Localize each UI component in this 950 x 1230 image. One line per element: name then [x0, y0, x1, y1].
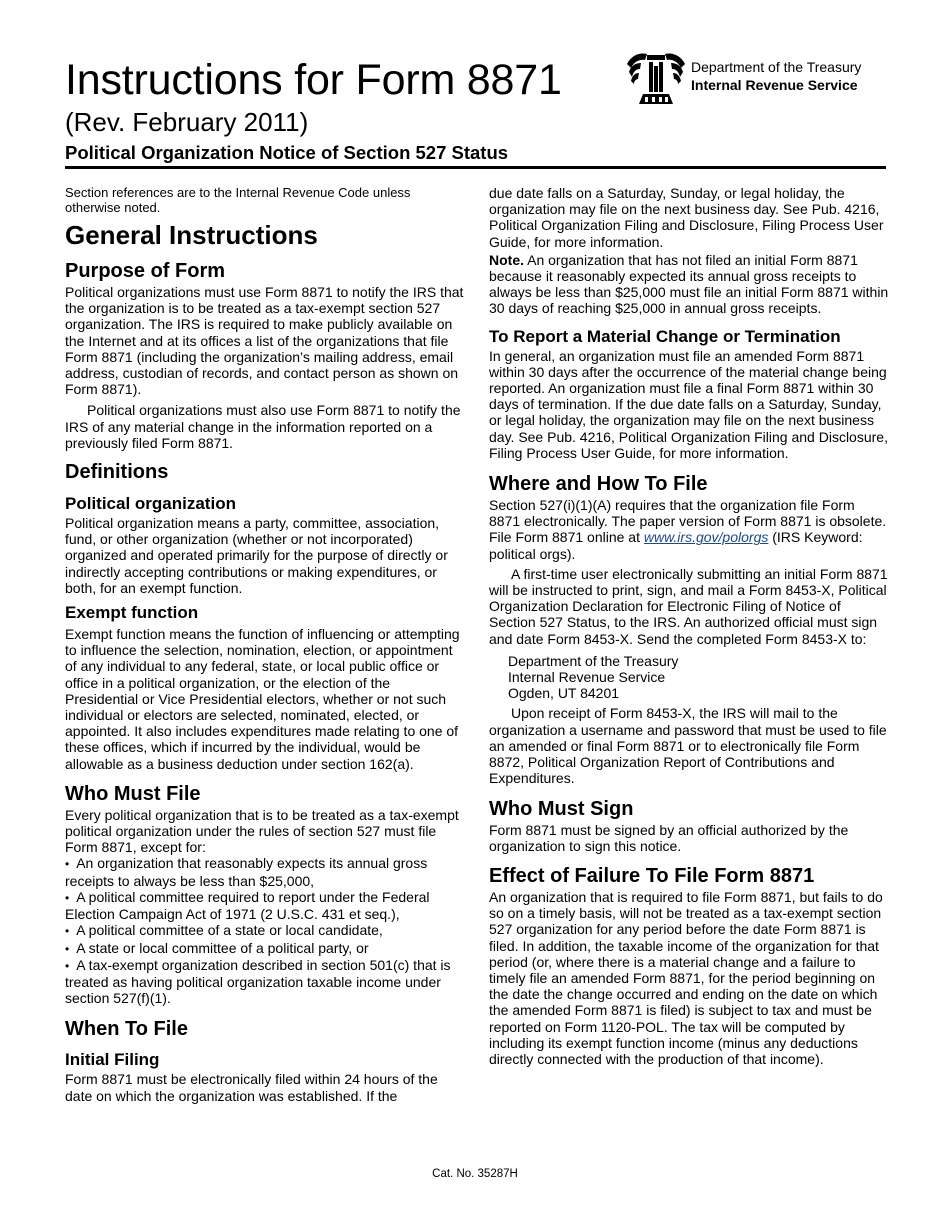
- initial-filing-heading: Initial Filing: [65, 1050, 160, 1070]
- exempt-function-text: Exempt function means the function of influencing or attempting to influence the selection, nomination, election, or appointment of any individual to any federal, state, or local public office or office in a political organization, or the election of the Presidential or Vice Presidential electors, whether or not such individual or electors are selected, nominated, elected, or appointed. It also includes expenditures made relating to one of these offices, which if incurred by the individual, would be allowable as a business deduction under section 162(a).: [65, 626, 460, 772]
- who-must-file-heading: Who Must File: [65, 782, 201, 805]
- irs-eagle-logo-icon: [625, 50, 687, 106]
- political-organization-heading: Political organization: [65, 494, 236, 514]
- where-how-to-file-heading: Where and How To File: [489, 473, 708, 496]
- address-line-1: Department of the Treasury: [508, 652, 679, 669]
- revision-date: (Rev. February 2011): [65, 107, 309, 137]
- who-must-file-text: Every political organization that is to be treated as a tax-exempt political organization under the rules of section 527 must file Form 8871, except for:: [65, 806, 459, 856]
- material-change-heading: To Report a Material Change or Termination: [489, 326, 841, 346]
- department-name: Department of the Treasury: [691, 59, 862, 75]
- bullet-icon: •: [65, 890, 70, 905]
- first-time-user-text: A first-time user electronically submitting an initial Form 8871 will be instructed to print, sign, and mail a Form 8453-X, Political Organization Declaration for Electronic Filing of Notice of Section 527 Status, to the IRS. An authorized official must sign and date Form 8453-X. Send the completed Form 8453-X to:: [489, 565, 888, 647]
- list-item: • A political committee of a state or local candidate,: [65, 922, 383, 939]
- page-subtitle: Political Organization Notice of Section 527 Status: [65, 142, 509, 163]
- header-rule: [65, 166, 886, 169]
- material-change-text: In general, an organization must file an amended Form 8871 within 30 days after the occurrence of the material change being reported. An organization must file a final Form 8871 within 30 days of termination. If the due date falls on a Saturday, Sunday, or legal holiday, the organization may file on the next business day. See Pub. 4216, Political Organization Filing and Disclosure, Filing Process User Guide, for more information.: [489, 347, 888, 461]
- list-item: • A tax-exempt organization described in section 501(c) that is treated as having political organization taxable income under section 527(f)(1).: [65, 956, 451, 1007]
- bullet-icon: •: [65, 941, 70, 956]
- bullet-icon: •: [65, 924, 70, 939]
- when-to-file-continued: due date falls on a Saturday, Sunday, or legal holiday, the organization may file on the next business day. See Pub. 4216, Political Organization Filing and Disclosure, Filing Process User Guide, for more information.: [489, 185, 884, 250]
- note-label: Note.: [489, 251, 524, 268]
- agency-name: Internal Revenue Service: [691, 77, 858, 93]
- political-organization-text: Political organization means a party, committee, association, fund, or other organization (whether or not incorporated) organized and operated primarily for the purpose of directly or indirectly accepting contributions or making expenditures, or both, for an exempt function.: [65, 515, 448, 596]
- purpose-paragraph-2: Political organizations must also use Form 8871 to notify the IRS of any material change in the information reported on a previously filed Form 8871.: [65, 402, 461, 451]
- mailing-address: [489, 653, 889, 702]
- list-item: • A state or local committee of a political party, or: [65, 939, 369, 956]
- initial-filing-text: Form 8871 must be electronically filed within 24 hours of the date on which the organization was established. If the: [65, 1071, 438, 1104]
- failure-to-file-heading: Effect of Failure To File Form 8871: [489, 864, 815, 887]
- purpose-heading: Purpose of Form: [65, 260, 226, 282]
- address-line-2: Internal Revenue Service: [508, 669, 666, 686]
- upon-receipt-text: Upon receipt of Form 8453-X, the IRS will mail to the organization a username and password that must be used to file an amended or final Form 8871 or to electronically file Form 8872, Political Organization Report of Contributions and Expenditures.: [489, 705, 887, 787]
- general-instructions-heading: General Instructions: [65, 220, 318, 250]
- page-title: Instructions for Form 8871: [65, 56, 562, 104]
- definitions-heading: Definitions: [65, 461, 169, 484]
- failure-to-file-text: An organization that is required to file Form 8871, but fails to do so on a timely basis, will not be treated as a tax-exempt section 527 organization for any period before the date Form 8871 is filed. In addition, the taxable income of the organization for that period (or, where there is a material change and a failure to timely file an amended Form 8871, for the period beginning on the date the change occurred and ending on the date on which the amended Form 8871 is filed) is subject to tax and must be reported on Form 1120-POL. The tax will be computed by including its exempt function income (minus any deductions directly connected with the production of that income).: [489, 888, 883, 1067]
- bullet-icon: •: [65, 958, 70, 973]
- list-item: • A political committee required to report under the Federal Election Campaign Act of 1971 (2 U.S.C. 431 et seq.),: [65, 888, 430, 923]
- who-must-sign-heading: Who Must Sign: [489, 797, 634, 820]
- address-line-3: Ogden, UT 84201: [508, 685, 620, 702]
- exempt-function-heading: Exempt function: [65, 603, 199, 623]
- who-must-sign-text: Form 8871 must be signed by an official authorized by the organization to sign this notice.: [489, 821, 849, 854]
- list-item: • An organization that reasonably expects its annual gross receipts to always be less than $25,000,: [65, 855, 428, 889]
- bullet-icon: •: [65, 857, 70, 872]
- where-how-to-file-text: Section 527(i)(1)(A) requires that the organization file Form 8871 electronically. The paper version of Form 8871 is obsolete. File Form 8871 online at www.irs.gov/polorgs (IRS Keyword: political orgs).: [489, 497, 887, 562]
- polorgs-link[interactable]: www.irs.gov/polorgs: [643, 529, 769, 546]
- left-column: [65, 185, 465, 1104]
- intro-note: Section references are to the Internal Revenue Code unless otherwise noted.: [65, 185, 411, 215]
- catalog-number: Cat. No. 35287H: [432, 1168, 518, 1180]
- note-paragraph: Note. An organization that has not filed an initial Form 8871 because it reasonably expected its annual gross receipts to always be less than $25,000 must file an initial Form 8871 within 30 days of reaching $25,000 in annual gross receipts.: [489, 251, 889, 317]
- right-column: [489, 185, 889, 1067]
- when-to-file-heading: When To File: [65, 1018, 188, 1041]
- purpose-paragraph-1: Political organizations must use Form 8871 to notify the IRS that the organization is to be treated as a tax-exempt section 527 organization. The IRS is required to make publicly available on the Internet and at its offices a list of the organizations that file Form 8871 (including the organization’s mailing address, email address, custodian of records, and contact person as shown on Form 8871).: [65, 284, 464, 398]
